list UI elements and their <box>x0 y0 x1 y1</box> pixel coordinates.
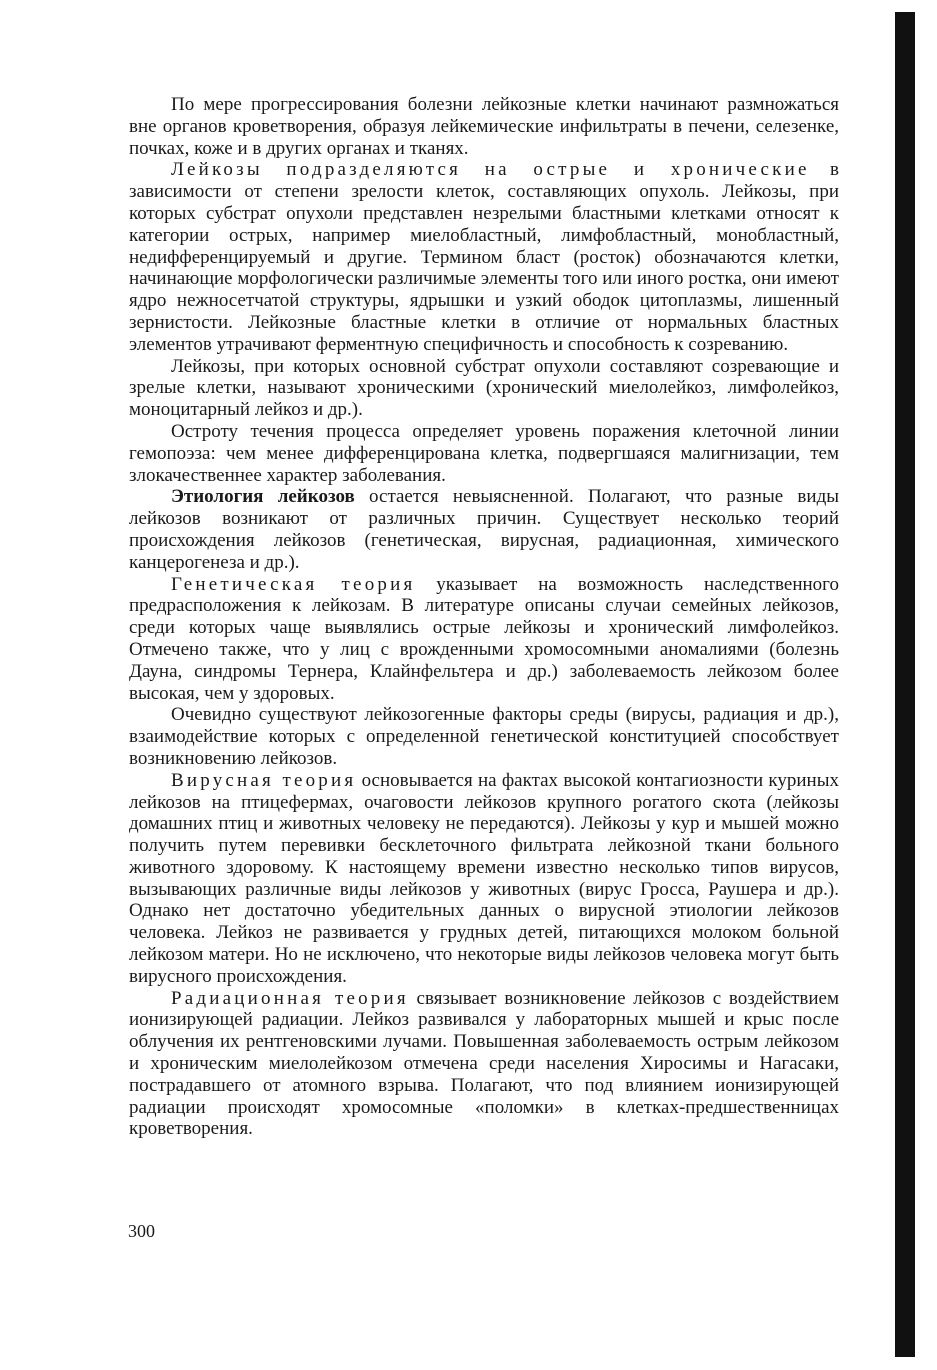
spaced-term: Радиационная теория <box>171 987 409 1009</box>
spaced-term: Генетическая теория <box>171 573 416 595</box>
scan-edge-bar <box>895 12 915 1357</box>
paragraph-text: указывает на возможность наследственного предрасположения к лейкозам. В литературе описаны случаи семейных лейкозов, среди которых чаще выявлялись острые лейкозы и хронический лимфолейкоз. Отмечено также, что у лиц с врожденными хромосомными аномалиями (болезнь Дауна, синдромы Тернера, Клайнфельтера и др.) заболеваемость лейкозом более высокая, чем у здоровых. <box>129 573 839 704</box>
spaced-term: Вирусная теория <box>171 769 357 791</box>
paragraph <box>129 770 839 988</box>
page-text <box>129 94 839 1140</box>
paragraph <box>129 356 839 421</box>
paragraph-text: Очевидно существуют лейкозогенные факторы среды (вирусы, радиация и др.), взаимодействие которых с определенной генетической конституцией способствует возникновению лейкозов. <box>129 704 839 769</box>
paragraph-text: в зависимости от степени зрелости клеток, составляющих опухоль. Лейкозы, при которых субстрат опухоли представлен незрелыми бластными клетками относят к категории острых, например миелобластный, лимфобластный, монобластный, недифференцируемый и другие. Термином бласт (росток) обозначаются клетки, начинающие морфологически различимые элементы того или иного ростка, они имеют ядро нежносетчатой структуры, ядрышки и узкий ободок цитоплазмы, лишенный зернистости. Лейкозные бластные клетки в отличие от нормальных бластных элементов утрачивают ферментную специфичность и способность к созреванию. <box>129 159 839 355</box>
paragraph-text: связывает возникновение лейкозов с воздействием ионизирующей радиации. Лейкоз развивался у лабораторных мышей и крыс после облучения их рентгеновскими лучами. Повышенная заболеваемость острым лейкозом и хроническим миелолейкозом отмечена среди населения Хиросимы и Нагасаки, пострадавшего от атомного взрыва. Полагают, что под влиянием ионизирующей радиации происходят хромосомные «поломки» в клетках-предшественницах кроветворения. <box>129 987 839 1140</box>
paragraph <box>129 486 839 573</box>
bold-term: Этиология лейкозов <box>171 486 355 508</box>
spaced-term: Лейкозы подразделяются на острые и хронические <box>171 159 810 181</box>
paragraph-text: По мере прогрессирования болезни лейкозные клетки начинают размножаться вне органов кроветворения, образуя лейкемические инфильтраты в печени, селезенке, почках, коже и в других органах и тканях. <box>129 94 839 159</box>
paragraph-text: Остроту течения процесса определяет уровень поражения клеточной линии гемопоэза: чем менее дифференцирована клетка, подвергшаяся малигнизации, тем злокачественнее характер заболевания. <box>129 420 839 486</box>
paragraph-text: основывается на фактах высокой контагиозности куриных лейкозов на птицефермах, очаговости лейкозов крупного рогатого скота (лейкозы домашних птиц и животных человеку не передаются). Лейкозы у кур и мышей можно получить путем перевивки бесклеточного фильтрата лейкозной ткани больного животного здоровому. К настоящему времени известно несколько типов вирусов, вызывающих различные виды лейкозов у животных (вирус Гросса, Раушера и др.). Однако нет достаточно убедительных данных о вирусной этиологии лейкозов человека. Лейкоз не развивается у грудных детей, питающихся молоком больной лейкозом матери. Но не исключено, что некоторые виды лейкозов человека могут быть вирусного происхождения. <box>129 769 839 987</box>
paragraph <box>129 988 839 1141</box>
paragraph <box>129 574 839 705</box>
paragraph <box>129 159 839 355</box>
paragraph <box>129 704 839 769</box>
paragraph <box>129 94 839 159</box>
page-number: 300 <box>128 1221 155 1241</box>
paragraph-text: остается невыясненной. Полагают, что разные виды лейкозов возникают от различных причин. Существует несколько теорий происхождения лейкозов (генетическая, вирусная, радиационная, химического канцерогенеза и др.). <box>129 486 839 573</box>
paragraph <box>129 421 839 486</box>
paragraph-text: Лейкозы, при которых основной субстрат опухоли составляют созревающие и зрелые клетки, называют хроническими (хронический миелолейкоз, лимфолейкоз, моноцитарный лейкоз и др.). <box>129 355 839 421</box>
